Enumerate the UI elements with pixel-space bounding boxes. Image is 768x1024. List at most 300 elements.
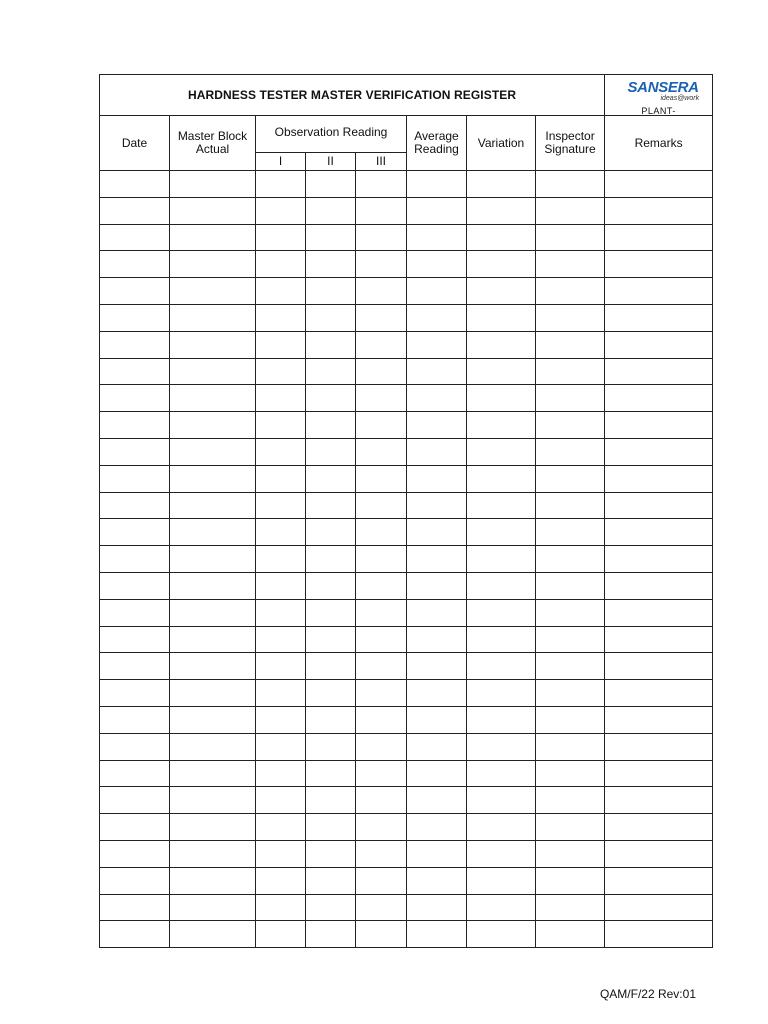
entry-cell-date[interactable] (100, 626, 170, 653)
entry-cell-obs-2[interactable] (306, 760, 356, 787)
entry-cell-date[interactable] (100, 438, 170, 465)
entry-cell-variation[interactable] (467, 733, 536, 760)
entry-cell-obs-1[interactable] (256, 814, 306, 841)
entry-cell-master-block[interactable] (170, 572, 256, 599)
entry-cell-inspector[interactable] (536, 760, 605, 787)
entry-cell-obs-1[interactable] (256, 224, 306, 251)
entry-cell-obs-2[interactable] (306, 814, 356, 841)
entry-cell-inspector[interactable] (536, 840, 605, 867)
entry-cell-obs-3[interactable] (356, 733, 407, 760)
entry-cell-average[interactable] (407, 867, 467, 894)
entry-cell-obs-2[interactable] (306, 412, 356, 439)
table-row (100, 572, 713, 599)
entry-cell-obs-1[interactable] (256, 680, 306, 707)
logo-cell (605, 75, 713, 116)
entry-cell-inspector[interactable] (536, 653, 605, 680)
entry-cell-date[interactable] (100, 412, 170, 439)
col-average-reading (407, 116, 467, 171)
entry-cell-variation[interactable] (467, 438, 536, 465)
entry-cell-obs-3[interactable] (356, 546, 407, 573)
entry-cell-obs-3[interactable] (356, 572, 407, 599)
col-master-block-line1: Master Block (177, 129, 248, 143)
entry-cell-obs-1[interactable] (256, 706, 306, 733)
entry-cell-average[interactable] (407, 787, 467, 814)
entry-cell-remarks[interactable] (605, 599, 713, 626)
entry-cell-variation[interactable] (467, 331, 536, 358)
col-inspector-line2: Signature (544, 142, 596, 156)
entry-cell-date[interactable] (100, 814, 170, 841)
entry-cell-obs-3[interactable] (356, 358, 407, 385)
entry-cell-date[interactable] (100, 358, 170, 385)
col-master-block (170, 116, 256, 171)
entry-cell-average[interactable] (407, 572, 467, 599)
entry-cell-obs-1[interactable] (256, 653, 306, 680)
entry-cell-obs-2[interactable] (306, 224, 356, 251)
entry-cell-obs-2[interactable] (306, 733, 356, 760)
entry-cell-date[interactable] (100, 385, 170, 412)
entry-cell-inspector[interactable] (536, 465, 605, 492)
entry-cell-date[interactable] (100, 304, 170, 331)
entry-cell-master-block[interactable] (170, 626, 256, 653)
table-row (100, 519, 713, 546)
entry-cell-inspector[interactable] (536, 519, 605, 546)
entry-cell-obs-1[interactable] (256, 519, 306, 546)
entry-cell-date[interactable] (100, 572, 170, 599)
entry-cell-inspector[interactable] (536, 304, 605, 331)
entry-cell-date[interactable] (100, 921, 170, 948)
entry-cell-obs-2[interactable] (306, 278, 356, 305)
entry-cell-obs-3[interactable] (356, 197, 407, 224)
table-row (100, 653, 713, 680)
entry-cell-obs-2[interactable] (306, 867, 356, 894)
entry-cell-obs-1[interactable] (256, 331, 306, 358)
entry-cell-obs-2[interactable] (306, 546, 356, 573)
entry-cell-average[interactable] (407, 814, 467, 841)
col-remarks: Remarks (605, 116, 713, 171)
form-title: HARDNESS TESTER MASTER VERIFICATION REGISTER (100, 75, 605, 116)
entry-cell-inspector[interactable] (536, 224, 605, 251)
entry-cell-variation[interactable] (467, 626, 536, 653)
entry-cell-remarks[interactable] (605, 358, 713, 385)
entry-cell-obs-3[interactable] (356, 599, 407, 626)
entry-cell-date[interactable] (100, 894, 170, 921)
entry-cell-average[interactable] (407, 519, 467, 546)
entry-cell-variation[interactable] (467, 653, 536, 680)
entry-cell-master-block[interactable] (170, 653, 256, 680)
entry-cell-obs-1[interactable] (256, 358, 306, 385)
entry-cell-inspector[interactable] (536, 492, 605, 519)
entry-cell-master-block[interactable] (170, 251, 256, 278)
entry-cell-obs-1[interactable] (256, 278, 306, 305)
entry-cell-obs-1[interactable] (256, 492, 306, 519)
entry-cell-obs-1[interactable] (256, 546, 306, 573)
entry-cell-remarks[interactable] (605, 867, 713, 894)
table-row (100, 197, 713, 224)
entry-cell-remarks[interactable] (605, 171, 713, 198)
entry-cell-master-block[interactable] (170, 224, 256, 251)
entry-cell-obs-2[interactable] (306, 840, 356, 867)
entry-cell-average[interactable] (407, 251, 467, 278)
entry-cell-obs-1[interactable] (256, 599, 306, 626)
entry-cell-date[interactable] (100, 278, 170, 305)
entry-cell-date[interactable] (100, 653, 170, 680)
entry-cell-obs-1[interactable] (256, 626, 306, 653)
entry-cell-date[interactable] (100, 331, 170, 358)
entry-cell-obs-3[interactable] (356, 840, 407, 867)
entry-cell-obs-3[interactable] (356, 304, 407, 331)
entry-cell-master-block[interactable] (170, 599, 256, 626)
entry-cell-obs-2[interactable] (306, 626, 356, 653)
table-row (100, 680, 713, 707)
entry-cell-obs-3[interactable] (356, 894, 407, 921)
entry-cell-remarks[interactable] (605, 921, 713, 948)
entry-cell-variation[interactable] (467, 921, 536, 948)
entry-cell-variation[interactable] (467, 760, 536, 787)
entry-cell-average[interactable] (407, 197, 467, 224)
entry-cell-remarks[interactable] (605, 546, 713, 573)
entry-cell-remarks[interactable] (605, 894, 713, 921)
entry-cell-master-block[interactable] (170, 680, 256, 707)
entry-cell-obs-3[interactable] (356, 385, 407, 412)
entry-cell-average[interactable] (407, 680, 467, 707)
table-row (100, 278, 713, 305)
entry-cell-remarks[interactable] (605, 197, 713, 224)
entry-cell-inspector[interactable] (536, 894, 605, 921)
entry-cell-obs-2[interactable] (306, 358, 356, 385)
entry-cell-inspector[interactable] (536, 572, 605, 599)
entry-cell-obs-2[interactable] (306, 519, 356, 546)
entry-cell-average[interactable] (407, 438, 467, 465)
entry-cell-obs-1[interactable] (256, 787, 306, 814)
entry-cell-obs-2[interactable] (306, 921, 356, 948)
table-row (100, 814, 713, 841)
entry-cell-average[interactable] (407, 599, 467, 626)
entry-cell-variation[interactable] (467, 171, 536, 198)
table-row (100, 706, 713, 733)
col-average-line1: Average (414, 129, 459, 143)
entry-cell-obs-1[interactable] (256, 572, 306, 599)
entry-cell-date[interactable] (100, 787, 170, 814)
entry-cell-obs-3[interactable] (356, 465, 407, 492)
entry-cell-master-block[interactable] (170, 171, 256, 198)
entry-cell-obs-3[interactable] (356, 278, 407, 305)
table-row (100, 385, 713, 412)
entry-cell-inspector[interactable] (536, 680, 605, 707)
entry-cell-obs-3[interactable] (356, 653, 407, 680)
entry-cell-obs-1[interactable] (256, 438, 306, 465)
entry-cell-variation[interactable] (467, 251, 536, 278)
entry-cell-obs-1[interactable] (256, 840, 306, 867)
entry-cell-remarks[interactable] (605, 412, 713, 439)
entry-cell-remarks[interactable] (605, 680, 713, 707)
entry-cell-obs-3[interactable] (356, 814, 407, 841)
entry-cell-remarks[interactable] (605, 840, 713, 867)
entry-cell-remarks[interactable] (605, 814, 713, 841)
entry-cell-average[interactable] (407, 840, 467, 867)
table-row (100, 733, 713, 760)
entry-cell-obs-1[interactable] (256, 171, 306, 198)
entry-cell-variation[interactable] (467, 492, 536, 519)
entry-cell-obs-1[interactable] (256, 304, 306, 331)
entry-cell-obs-3[interactable] (356, 171, 407, 198)
entry-cell-date[interactable] (100, 840, 170, 867)
entry-cell-obs-2[interactable] (306, 894, 356, 921)
table-row (100, 465, 713, 492)
entry-cell-obs-3[interactable] (356, 492, 407, 519)
company-logo (623, 80, 703, 103)
entry-cell-remarks[interactable] (605, 438, 713, 465)
entry-cell-master-block[interactable] (170, 385, 256, 412)
entry-cell-date[interactable] (100, 492, 170, 519)
entry-cell-master-block[interactable] (170, 840, 256, 867)
entry-cell-inspector[interactable] (536, 438, 605, 465)
entry-cell-remarks[interactable] (605, 385, 713, 412)
entry-cell-obs-2[interactable] (306, 599, 356, 626)
entry-cell-master-block[interactable] (170, 492, 256, 519)
table-row (100, 867, 713, 894)
entry-cell-inspector[interactable] (536, 814, 605, 841)
entry-cell-variation[interactable] (467, 465, 536, 492)
col-observation-3: III (356, 153, 407, 171)
entry-cell-variation[interactable] (467, 385, 536, 412)
entry-cell-variation[interactable] (467, 840, 536, 867)
entry-cell-master-block[interactable] (170, 706, 256, 733)
entry-cell-date[interactable] (100, 680, 170, 707)
entry-cell-master-block[interactable] (170, 358, 256, 385)
entry-cell-inspector[interactable] (536, 921, 605, 948)
entry-cell-obs-2[interactable] (306, 492, 356, 519)
entry-cell-average[interactable] (407, 706, 467, 733)
entry-cell-obs-2[interactable] (306, 465, 356, 492)
entry-cell-obs-2[interactable] (306, 653, 356, 680)
entry-cell-remarks[interactable] (605, 653, 713, 680)
entry-cell-average[interactable] (407, 224, 467, 251)
entry-cell-master-block[interactable] (170, 921, 256, 948)
entry-cell-master-block[interactable] (170, 197, 256, 224)
entry-cell-variation[interactable] (467, 546, 536, 573)
entry-cell-average[interactable] (407, 385, 467, 412)
form-code: QAM/F/22 Rev:01 (599, 987, 696, 1001)
entry-cell-obs-3[interactable] (356, 706, 407, 733)
entry-cell-variation[interactable] (467, 706, 536, 733)
table-row (100, 171, 713, 198)
entry-cell-obs-2[interactable] (306, 787, 356, 814)
entry-cell-obs-3[interactable] (356, 519, 407, 546)
entry-cell-average[interactable] (407, 358, 467, 385)
entry-cell-obs-3[interactable] (356, 412, 407, 439)
entry-cell-obs-3[interactable] (356, 921, 407, 948)
entry-cell-date[interactable] (100, 171, 170, 198)
entry-cell-obs-3[interactable] (356, 680, 407, 707)
entry-cell-obs-1[interactable] (256, 760, 306, 787)
entry-cell-inspector[interactable] (536, 867, 605, 894)
entry-cell-master-block[interactable] (170, 304, 256, 331)
entry-cell-obs-1[interactable] (256, 733, 306, 760)
entry-cell-obs-2[interactable] (306, 438, 356, 465)
entry-cell-master-block[interactable] (170, 733, 256, 760)
entry-cell-remarks[interactable] (605, 572, 713, 599)
entry-cell-average[interactable] (407, 733, 467, 760)
entry-cell-average[interactable] (407, 465, 467, 492)
entry-cell-remarks[interactable] (605, 224, 713, 251)
entry-cell-variation[interactable] (467, 519, 536, 546)
entry-cell-obs-3[interactable] (356, 251, 407, 278)
entry-cell-date[interactable] (100, 733, 170, 760)
entry-cell-obs-3[interactable] (356, 331, 407, 358)
entry-cell-remarks[interactable] (605, 465, 713, 492)
entry-cell-master-block[interactable] (170, 331, 256, 358)
entry-cell-variation[interactable] (467, 680, 536, 707)
entry-cell-master-block[interactable] (170, 412, 256, 439)
entry-cell-obs-2[interactable] (306, 706, 356, 733)
table-row (100, 331, 713, 358)
register-table (99, 74, 713, 948)
entry-cell-master-block[interactable] (170, 519, 256, 546)
entry-cell-master-block[interactable] (170, 814, 256, 841)
table-row (100, 438, 713, 465)
entry-cell-remarks[interactable] (605, 787, 713, 814)
entry-cell-date[interactable] (100, 760, 170, 787)
entry-cell-obs-1[interactable] (256, 412, 306, 439)
entry-cell-inspector[interactable] (536, 599, 605, 626)
entry-cell-obs-2[interactable] (306, 680, 356, 707)
table-row (100, 787, 713, 814)
entry-cell-average[interactable] (407, 626, 467, 653)
entry-cell-average[interactable] (407, 278, 467, 305)
entry-cell-obs-2[interactable] (306, 171, 356, 198)
entry-cell-variation[interactable] (467, 412, 536, 439)
entry-cell-master-block[interactable] (170, 278, 256, 305)
entry-cell-date[interactable] (100, 465, 170, 492)
col-observation-1: I (256, 153, 306, 171)
entry-cell-obs-3[interactable] (356, 787, 407, 814)
entry-cell-date[interactable] (100, 197, 170, 224)
entry-cell-obs-3[interactable] (356, 438, 407, 465)
register-form (99, 74, 712, 948)
entry-cell-average[interactable] (407, 921, 467, 948)
table-row (100, 840, 713, 867)
entry-cell-average[interactable] (407, 331, 467, 358)
entry-cell-obs-1[interactable] (256, 921, 306, 948)
col-master-block-line2: Actual (195, 142, 230, 156)
entry-cell-date[interactable] (100, 224, 170, 251)
entry-cell-average[interactable] (407, 492, 467, 519)
entry-cell-obs-1[interactable] (256, 385, 306, 412)
entry-cell-date[interactable] (100, 519, 170, 546)
entry-cell-obs-1[interactable] (256, 867, 306, 894)
entry-cell-variation[interactable] (467, 894, 536, 921)
entry-cell-average[interactable] (407, 171, 467, 198)
entry-cell-average[interactable] (407, 894, 467, 921)
entry-cell-inspector[interactable] (536, 251, 605, 278)
col-observation-reading: Observation Reading (256, 116, 407, 153)
entry-cell-inspector[interactable] (536, 412, 605, 439)
entry-cell-variation[interactable] (467, 278, 536, 305)
entry-cell-variation[interactable] (467, 358, 536, 385)
entry-cell-variation[interactable] (467, 224, 536, 251)
entry-cell-inspector[interactable] (536, 331, 605, 358)
entry-cell-remarks[interactable] (605, 733, 713, 760)
entry-cell-variation[interactable] (467, 599, 536, 626)
entry-cell-date[interactable] (100, 599, 170, 626)
entry-cell-inspector[interactable] (536, 546, 605, 573)
entry-cell-remarks[interactable] (605, 278, 713, 305)
entry-cell-obs-1[interactable] (256, 197, 306, 224)
entry-cell-obs-2[interactable] (306, 197, 356, 224)
entry-cell-remarks[interactable] (605, 706, 713, 733)
entry-cell-master-block[interactable] (170, 894, 256, 921)
entry-cell-inspector[interactable] (536, 385, 605, 412)
entry-cell-master-block[interactable] (170, 787, 256, 814)
entry-cell-inspector[interactable] (536, 358, 605, 385)
col-date: Date (100, 116, 170, 171)
entry-cell-obs-2[interactable] (306, 251, 356, 278)
entry-cell-inspector[interactable] (536, 278, 605, 305)
entry-cell-master-block[interactable] (170, 546, 256, 573)
entry-cell-obs-2[interactable] (306, 331, 356, 358)
entry-cell-remarks[interactable] (605, 626, 713, 653)
entry-cell-remarks[interactable] (605, 519, 713, 546)
entry-cell-obs-2[interactable] (306, 304, 356, 331)
entry-cell-average[interactable] (407, 412, 467, 439)
entry-cell-remarks[interactable] (605, 304, 713, 331)
entry-cell-variation[interactable] (467, 787, 536, 814)
entry-cell-obs-1[interactable] (256, 465, 306, 492)
entry-cell-master-block[interactable] (170, 760, 256, 787)
table-row (100, 894, 713, 921)
entry-cell-date[interactable] (100, 546, 170, 573)
entry-cell-average[interactable] (407, 760, 467, 787)
entry-cell-obs-2[interactable] (306, 385, 356, 412)
entry-cell-obs-3[interactable] (356, 867, 407, 894)
entry-cell-variation[interactable] (467, 197, 536, 224)
entry-cell-obs-3[interactable] (356, 626, 407, 653)
entry-cell-obs-1[interactable] (256, 894, 306, 921)
entry-cell-inspector[interactable] (536, 197, 605, 224)
entry-cell-inspector[interactable] (536, 626, 605, 653)
entry-cell-remarks[interactable] (605, 251, 713, 278)
table-row (100, 358, 713, 385)
entry-cell-obs-3[interactable] (356, 224, 407, 251)
entry-cell-obs-1[interactable] (256, 251, 306, 278)
entry-cell-obs-3[interactable] (356, 760, 407, 787)
entry-cell-inspector[interactable] (536, 706, 605, 733)
entry-cell-date[interactable] (100, 867, 170, 894)
entry-cell-inspector[interactable] (536, 787, 605, 814)
entry-cell-obs-2[interactable] (306, 572, 356, 599)
table-row (100, 599, 713, 626)
entry-cell-remarks[interactable] (605, 331, 713, 358)
entry-cell-remarks[interactable] (605, 760, 713, 787)
entry-cell-date[interactable] (100, 251, 170, 278)
entry-cell-variation[interactable] (467, 572, 536, 599)
entry-cell-variation[interactable] (467, 867, 536, 894)
entry-cell-variation[interactable] (467, 304, 536, 331)
col-variation: Variation (467, 116, 536, 171)
entry-cell-inspector[interactable] (536, 733, 605, 760)
entry-cell-average[interactable] (407, 546, 467, 573)
entry-cell-remarks[interactable] (605, 492, 713, 519)
entry-cell-master-block[interactable] (170, 465, 256, 492)
table-row (100, 224, 713, 251)
entry-cell-date[interactable] (100, 706, 170, 733)
entry-cell-master-block[interactable] (170, 438, 256, 465)
entry-cell-variation[interactable] (467, 814, 536, 841)
entry-cell-average[interactable] (407, 653, 467, 680)
entry-cell-master-block[interactable] (170, 867, 256, 894)
entry-cell-average[interactable] (407, 304, 467, 331)
entry-cell-inspector[interactable] (536, 171, 605, 198)
